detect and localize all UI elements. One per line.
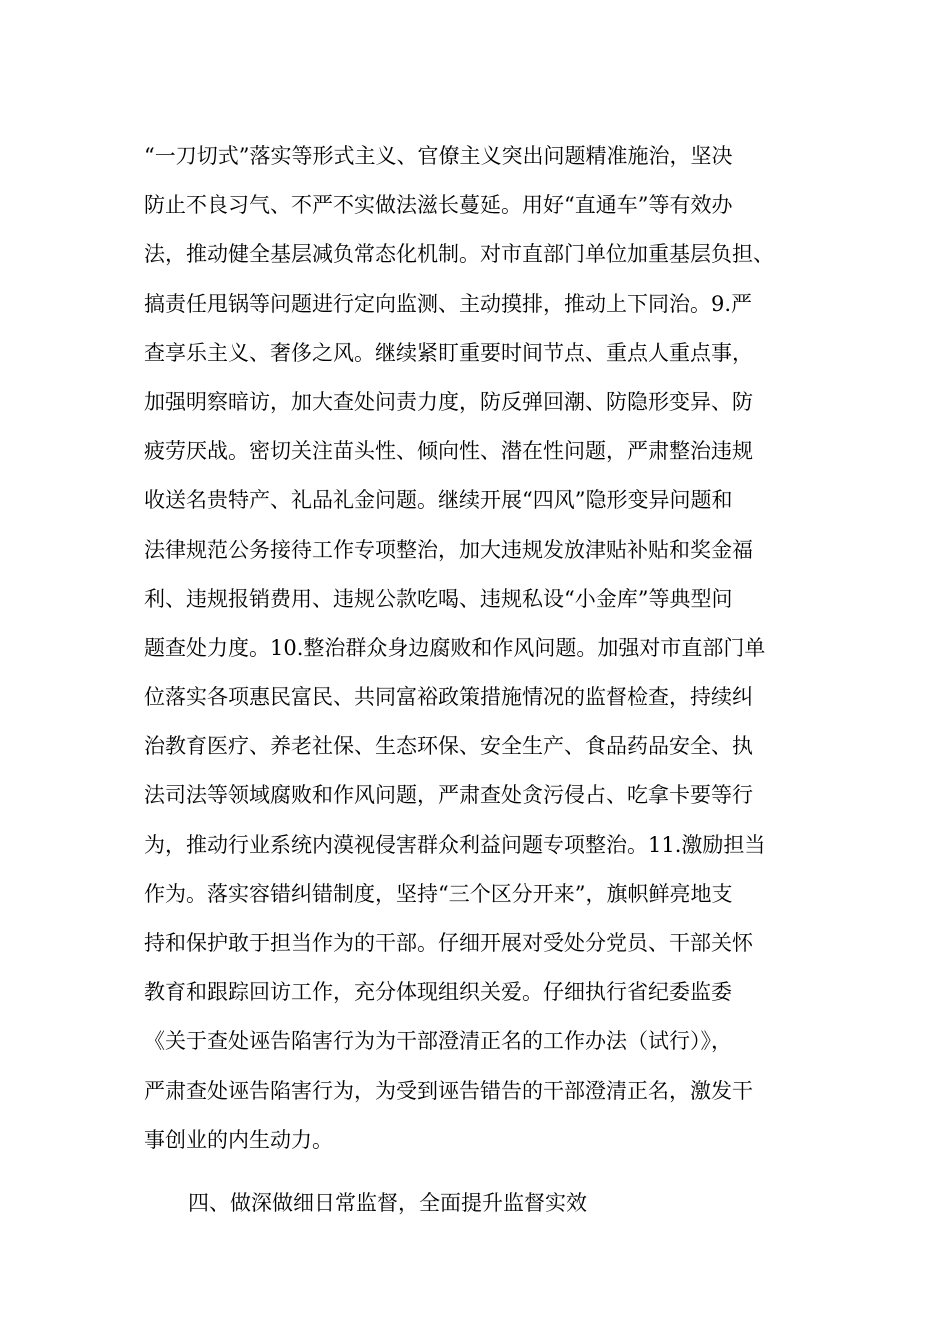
body-text bbox=[144, 132, 824, 1228]
section-heading: 四、做深做细日常监督，全面提升监督实效 bbox=[188, 1190, 587, 1215]
text-line: 收送名贵特产、礼品礼金问题。继续开展“四风”隐形变异问题和 bbox=[144, 488, 733, 513]
text-line: 为，推动行业系统内漠视侵害群众利益问题专项整治。11.激励担当 bbox=[144, 832, 766, 857]
text-line: 题查处力度。10.整治群众身边腐败和作风问题。加强对市直部门单 bbox=[144, 635, 766, 660]
text-line: 搞责任甩锅等问题进行定向监测、主动摸排，推动上下同治。9.严 bbox=[144, 291, 753, 316]
text-line: 治教育医疗、养老社保、生态环保、安全生产、食品药品安全、执 bbox=[144, 734, 753, 759]
text-line: 《关于查处诬告陷害行为为干部澄清正名的工作办法（试行）》， bbox=[144, 1029, 732, 1054]
text-line: 位落实各项惠民富民、共同富裕政策措施情况的监督检查，持续纠 bbox=[144, 685, 753, 710]
text-line: 教育和跟踪回访工作，充分体现组织关爱。仔细执行省纪委监委 bbox=[144, 980, 732, 1005]
text-line: 法司法等领域腐败和作风问题，严肃查处贪污侵占、吃拿卡要等行 bbox=[144, 783, 753, 808]
text-line: 作为。落实容错纠错制度，坚持“三个区分开来”，旗帜鲜亮地支 bbox=[144, 881, 733, 906]
text-line: 防止不良习气、不严不实做法滋长蔓延。用好“直通车”等有效办 bbox=[144, 193, 733, 218]
text-line: 加强明察暗访，加大查处问责力度，防反弹回潮、防隐形变异、防 bbox=[144, 389, 753, 414]
text-line: “一刀切式”落实等形式主义、官僚主义突出问题精准施治，坚决 bbox=[144, 144, 733, 168]
text-line: 严肃查处诬告陷害行为，为受到诬告错告的干部澄清正名，激发干 bbox=[144, 1078, 753, 1103]
text-line: 法律规范公务接待工作专项整治，加大违规发放津贴补贴和奖金福 bbox=[144, 537, 753, 562]
text-line: 利、违规报销费用、违规公款吃喝、违规私设“小金库”等典型问 bbox=[144, 586, 733, 611]
text-line: 疲劳厌战。密切关注苗头性、倾向性、潜在性问题，严肃整治违规 bbox=[144, 439, 753, 464]
text-line: 事创业的内生动力。 bbox=[144, 1127, 333, 1152]
text-line: 持和保护敢于担当作为的干部。仔细开展对受处分党员、干部关怀 bbox=[144, 931, 753, 955]
text-line: 法，推动健全基层减负常态化机制。对市直部门单位加重基层负担、 bbox=[144, 242, 774, 267]
text-line: 查享乐主义、奢侈之风。继续紧盯重要时间节点、重点人重点事， bbox=[144, 340, 753, 365]
